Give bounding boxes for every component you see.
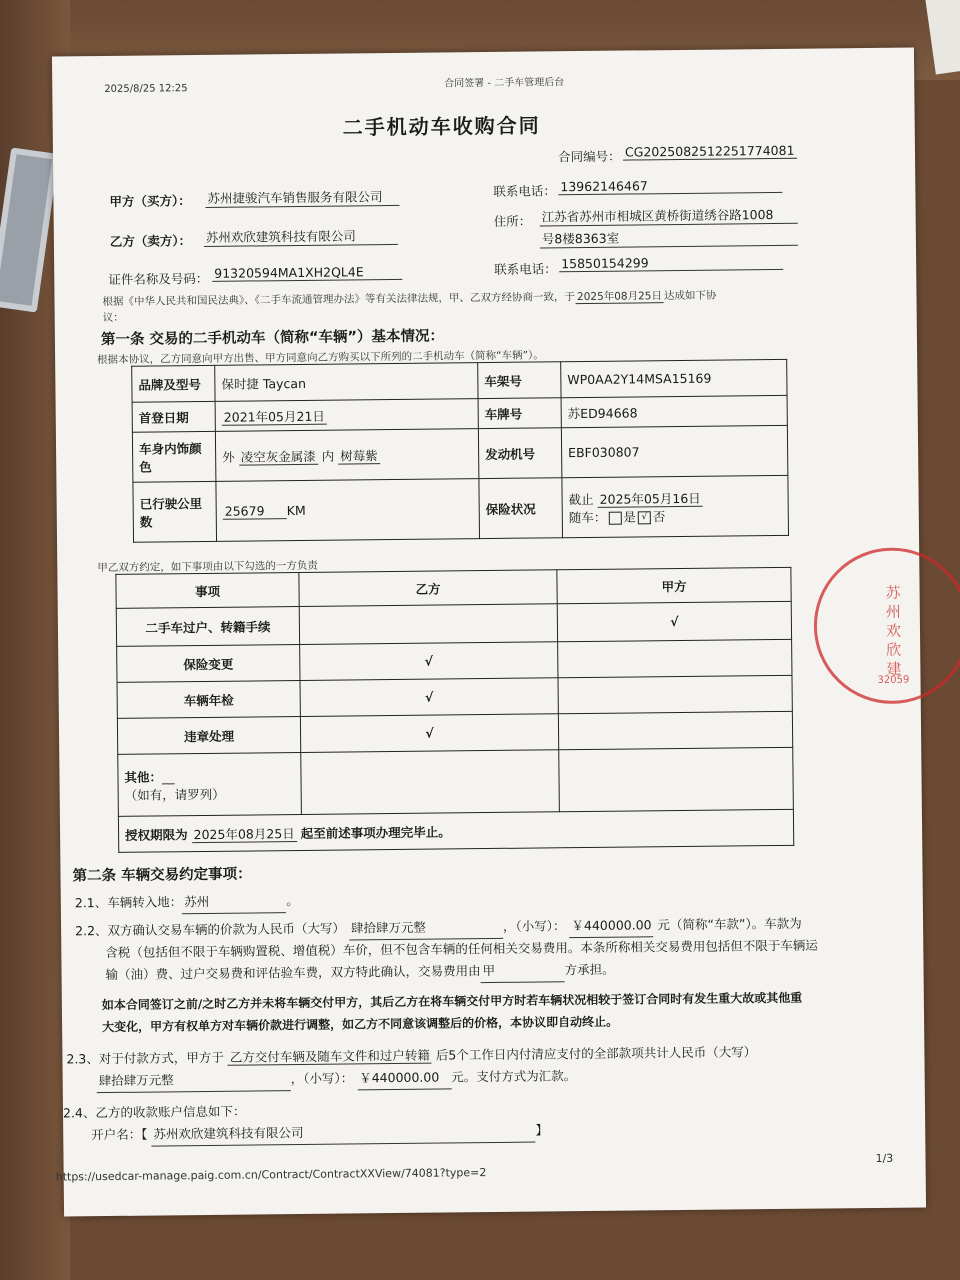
party-b-label: 乙方（卖方）：	[109, 233, 192, 249]
insurance-date: 2025年05月16日	[598, 490, 703, 507]
duties-col-item: 事项	[116, 572, 299, 608]
clause-2-2-text: 双方确认交易车辆的价款为人民币（大写）	[107, 920, 346, 939]
clause-2-1-no: 2.1、	[74, 895, 108, 911]
color-label-1: 车身内饰颜	[138, 440, 202, 457]
auth-suffix: 起至前述事项办理完毕止。	[300, 823, 451, 841]
print-datetime: 2025/8/25 12:25	[104, 83, 188, 95]
duty-a-mark	[558, 711, 792, 749]
color-cell	[215, 429, 479, 482]
fee-payer: 甲	[480, 959, 564, 983]
clause-2-1-text: 车辆转入地：	[107, 894, 183, 911]
vin-value: WP0AA2Y14MSA15169	[561, 359, 787, 397]
clause-2-1-end: 。	[286, 893, 299, 909]
account-bracket-open: 【	[141, 1126, 148, 1142]
duty-b-mark: √	[300, 642, 558, 681]
article2-title: 第二条 车辆交易约定事项：	[72, 866, 252, 885]
duty-b-mark: √	[300, 714, 558, 753]
duty-other-blank: __	[161, 768, 175, 784]
duty-item: 二手车过户、转籍手续	[116, 606, 299, 646]
insurance-no-label: 否	[652, 508, 666, 524]
party-a-phone-label: 联系电话：	[493, 183, 556, 199]
duties-intro: 甲乙双方约定，如下事项由以下勾选的一方负责	[97, 559, 318, 575]
color-label-2: 色	[139, 459, 152, 475]
total-small: ￥440000.00	[357, 1066, 451, 1090]
seal-text: 苏州欢欣建	[883, 584, 903, 680]
brand-value: 保时捷 Taycan	[215, 363, 478, 402]
insurance-with-label: 随车：	[568, 509, 607, 525]
party-a-name: 苏州捷骏汽车销售服务有限公司	[205, 187, 399, 208]
price-upper: 肆拾肆万元整	[349, 916, 503, 941]
duty-other-cell	[118, 752, 302, 816]
total-upper: 肆拾肆万元整	[97, 1068, 291, 1093]
total-small-label: ，（小写）：	[290, 1070, 354, 1087]
basis-date: 2025年08月25日	[575, 290, 664, 304]
party-b-phone-label: 联系电话：	[494, 261, 557, 277]
insurance-prefix: 截止	[568, 491, 594, 507]
duties-table	[115, 567, 794, 853]
clause-2-4-text: 乙方的收款账户信息如下：	[95, 1103, 246, 1121]
ext-color: 凌空灰金属漆	[239, 448, 318, 465]
insurance-label: 保险状况	[479, 478, 563, 539]
company-seal	[813, 547, 960, 705]
insurance-cell	[562, 475, 789, 537]
clause-2-4	[63, 1101, 246, 1125]
vehicle-info-table	[131, 359, 789, 543]
account-name-label: 开户名：	[91, 1126, 142, 1143]
party-b-phone: 15850154299	[559, 254, 783, 272]
duty-a-mark: √	[557, 601, 791, 641]
duty-item: 车辆年检	[117, 680, 300, 718]
reg-date-cell	[215, 399, 478, 432]
clause-2-2-line3	[105, 959, 614, 987]
clause-2-3-line2	[97, 1065, 577, 1093]
duty-b-mark	[299, 604, 557, 645]
article1-intro: 根据本协议，乙方同意向甲方出售、甲方同意向乙方购买以下所列的二手机动车（简称“车辆”）。	[97, 349, 544, 367]
checkbox-no: √	[638, 511, 651, 524]
duties-col-a: 甲方	[557, 567, 791, 603]
engine-value: EBF030807	[561, 425, 788, 477]
bold-clause-line2: 大变化，甲方有权单方对车辆价款进行调整，如乙方不同意该调整后的价格，本协议即自动终止。	[102, 1014, 619, 1035]
footer-url: https://usedcar-manage.paig.com.cn/Contract/ContractXXView/74081?type=2	[55, 1166, 487, 1184]
clause-2-4-no: 2.4、	[62, 1105, 96, 1121]
id-number: 91320594MA1XH2QL4E	[212, 264, 402, 282]
address-line2: 号8楼8363室	[540, 227, 798, 249]
transfer-city: 苏州	[182, 890, 286, 914]
party-a-label: 甲方（买方）：	[109, 193, 191, 209]
duty-a-mark	[558, 675, 792, 713]
clause-2-3-text2: 后5个工作日内付清应支付的全部款项共计人民币（大写）	[435, 1044, 757, 1063]
clause-2-2-line3-end: 方承担。	[564, 961, 615, 978]
id-label: 证件名称及号码：	[108, 270, 209, 287]
price-unit-text: 元（简称“车款”）。车款为	[657, 915, 802, 933]
duty-other-note: （如有，请罗列）	[124, 786, 225, 803]
address-label: 住所：	[493, 213, 532, 229]
seal-number: 32059	[877, 674, 910, 686]
duty-item: 保险变更	[117, 644, 300, 682]
duty-other-a	[559, 747, 794, 811]
plate-value: 苏ED94668	[561, 395, 787, 427]
duty-a-mark	[558, 639, 792, 677]
checkbox-yes	[608, 511, 621, 524]
basis-text	[102, 288, 716, 309]
mileage-label-1: 已行驶公里	[139, 495, 203, 512]
mileage-value: 25679	[223, 503, 287, 520]
contract-no: CG2025082512251774081	[623, 143, 797, 161]
price-small-label: ，（小写）：	[502, 918, 566, 934]
contract-no-label: 合同编号：	[557, 148, 621, 165]
contract-page	[52, 48, 926, 1217]
price-small: ￥440000.00	[569, 914, 653, 938]
vin-label: 车架号	[478, 362, 561, 399]
account-bracket-close: 】	[535, 1122, 549, 1138]
account-name: 苏州欢欣建筑科技有限公司	[151, 1120, 535, 1147]
party-a-phone: 13962146467	[558, 177, 782, 195]
int-prefix: 内	[321, 448, 335, 464]
address-line1: 江苏省苏州市相城区黄桥街道绣谷路1008	[540, 205, 798, 227]
basis-text-2: 达成如下协	[663, 289, 717, 303]
mileage-cell	[216, 479, 480, 542]
reg-date-label: 首登日期	[132, 401, 215, 432]
contract-title: 二手机动车收购合同	[342, 113, 541, 140]
duty-other-b	[301, 750, 560, 815]
page-number: 1/3	[875, 1151, 894, 1165]
account-name-row	[91, 1119, 548, 1147]
mileage-label-2: 数	[139, 514, 153, 530]
print-page-title: 合同签署 - 二手车管理后台	[444, 77, 565, 90]
mileage-label	[133, 481, 217, 542]
color-label	[132, 431, 216, 482]
mileage-unit: KM	[286, 502, 306, 518]
duty-item: 违章处理	[117, 716, 300, 754]
engine-label: 发动机号	[478, 428, 562, 479]
clause-2-2-line3-text: 输（油）费、过户交易费和评估验车费，双方特此确认，交易费用由	[105, 963, 481, 983]
ext-prefix: 外	[222, 449, 235, 465]
basis-text-3: 议：	[102, 311, 124, 325]
auth-date: 2025年08月25日	[192, 826, 297, 843]
int-color: 树莓紫	[338, 448, 380, 464]
clause-2-2-line2: 含税（包括但不限于车辆购置税、增值税）车价，但不包含车辆的任何相关交易费用。本条所称相关交易费用包括但不限于车辆运	[105, 937, 818, 961]
payment-condition: 乙方交付车辆及随车文件和过户转籍	[228, 1048, 432, 1066]
brand-label: 品牌及型号	[132, 365, 215, 402]
duty-other-label: 其他：	[124, 768, 163, 785]
clause-2-3-no: 2.3、	[66, 1051, 99, 1067]
reg-date-value: 2021年05月21日	[222, 408, 327, 425]
plate-label: 车牌号	[478, 398, 561, 429]
bold-clause-line1: 如本合同签订之前/之时乙方并未将车辆交付甲方，其后乙方在将车辆交付甲方时若车辆状况相较于签订合同时有发生重大故或其他重	[101, 990, 803, 1013]
article1-title: 第一条 交易的二手机动车（简称“车辆”）基本情况：	[100, 328, 445, 349]
insurance-yes-label: 是	[623, 508, 636, 525]
clause-2-3-end: 元。支付方式为汇款。	[451, 1068, 577, 1085]
clause-2-3-text: 对于付款方式，甲方于	[98, 1049, 224, 1067]
duty-b-mark: √	[300, 678, 558, 717]
basis-text-1: 根据《中华人民共和国民法典》、《二手车流通管理办法》等有关法律法规，甲、乙双方经协商一致，于	[102, 291, 576, 309]
clause-2-2-no: 2.2、	[75, 923, 108, 939]
duties-col-b: 乙方	[299, 570, 557, 607]
auth-label: 授权期限为	[125, 826, 188, 843]
party-b-name: 苏州欢欣建筑科技有限公司	[204, 226, 398, 247]
authorization-row	[118, 809, 793, 852]
clause-2-1	[75, 890, 299, 915]
